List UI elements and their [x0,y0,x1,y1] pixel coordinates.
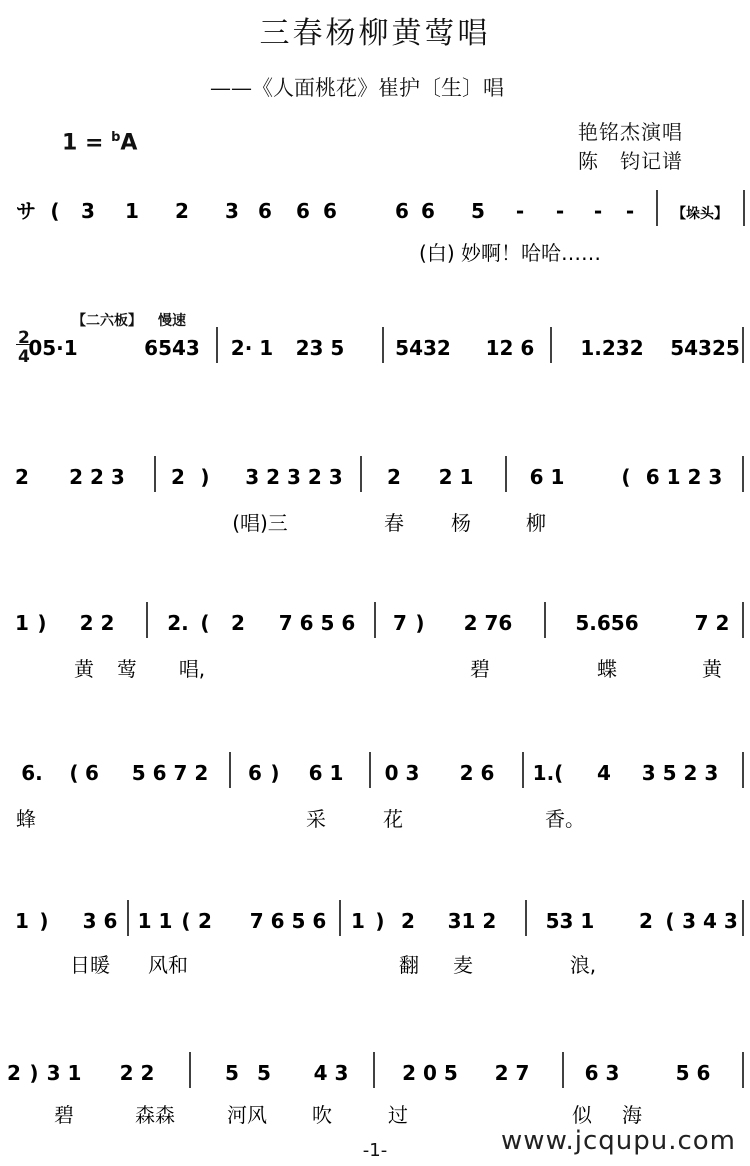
note: 3 5 2 3 [641,761,719,785]
note: 7 6 5 6 [278,611,356,635]
note: 3 [225,199,239,223]
lyric: 似 [572,1103,592,1127]
note: 2 7 [494,1061,530,1085]
key-prefix: 1 = [62,130,112,156]
note: 2 2 3 [69,465,125,489]
note: 31 2 [447,909,497,933]
time-sig-top: 2 [18,328,30,348]
note: 6 1 [529,465,565,489]
lyric: 过 [388,1103,408,1127]
note: 5432 [395,336,451,360]
watermark: www.jcqupu.com [501,1126,736,1156]
notation-row-7 [7,1052,743,1127]
note: 1.( [532,761,564,785]
note: 2 [387,465,401,489]
note: 5 6 [675,1061,711,1085]
lyric: 蜂 [16,807,36,831]
lyric: 莺 [117,657,137,681]
subtitle: ——《人面桃花》崔护〔生〕唱 [210,76,504,100]
note: 12 6 [485,336,535,360]
time-sig-bottom: 4 [18,347,30,367]
note: 7 6 5 6 [249,909,327,933]
note: 23 5 [295,336,345,360]
notation-row-6 [15,900,743,977]
lyric: 花 [383,807,403,831]
lyric: (白) 妙啊！哈哈…… [419,241,601,265]
notation-row-2 [28,327,743,363]
lyric: 黄 [702,657,722,681]
note: 05·1 [28,336,78,360]
note: 1.232 [580,336,644,360]
note: 3 6 [82,909,118,933]
lyric: 翻 [399,953,419,977]
note: ) [200,465,210,489]
note: 3 4 3 [682,909,738,933]
note: 2 [401,909,415,933]
note: ( [665,909,675,933]
notation-row-3 [15,456,743,535]
note: ) [37,611,47,635]
notation-row-1 [16,190,744,265]
credit-singer: 艳铭杰演唱 [578,120,683,144]
note: ( [69,761,79,785]
note: 2 [639,909,653,933]
note: 2 [7,1061,21,1085]
note: 2 [198,909,212,933]
credit-transcriber: 陈 钧记谱 [578,149,683,173]
note: ) [270,761,280,785]
note: - [515,199,525,223]
note: - [593,199,603,223]
note: 2 6 [459,761,495,785]
note: - [555,199,565,223]
note: 1 [15,909,29,933]
lyric: 浪, [569,953,597,977]
note: 5.656 [575,611,639,635]
note: 6 1 2 3 [645,465,723,489]
note: ) [29,1061,39,1085]
note: 6 1 [308,761,344,785]
lyric: 香。 [545,807,585,831]
lyric: 风和 [148,953,188,977]
note: 5 [225,1061,239,1085]
lyric: 杨 [451,511,471,535]
lyric: 日暖 [70,953,110,977]
note: ) [39,909,49,933]
note: 4 3 [313,1061,349,1085]
note: 6543 [144,336,200,360]
note: 4 [597,761,611,785]
note: ) [415,611,425,635]
note: 5 6 7 2 [131,761,209,785]
lyric: 春 [384,511,404,535]
tempo-label: 慢速 [158,313,186,329]
note: 6 [323,199,337,223]
note: サ [16,199,36,223]
lyric: 碧 [54,1103,74,1127]
note: ) [375,909,385,933]
note: 2 0 5 [402,1061,458,1085]
note: 3 1 [46,1061,82,1085]
note: 2· 1 [230,336,274,360]
note: 0 3 [384,761,420,785]
note: 2 1 [438,465,474,489]
note: ( [181,909,191,933]
note: 6 [248,761,262,785]
note: 2 [15,465,29,489]
note: ( [50,199,60,223]
lyric: 森森 [135,1103,175,1127]
page-title: 三春杨柳黄莺唱 [259,16,491,51]
note: 1 [125,199,139,223]
note: 6 [395,199,409,223]
note: 2 76 [463,611,513,635]
note: 6 [296,199,310,223]
page-number: -1- [362,1140,388,1161]
notation-row-5 [16,752,743,831]
lyric: 吹 [312,1103,332,1127]
note: 5 [257,1061,271,1085]
note: 1 1 [137,909,173,933]
note: 1 [351,909,365,933]
note: 6. [21,761,43,785]
note: 【垛头】 [672,206,728,222]
note: 6 [421,199,435,223]
note: 2 [171,465,185,489]
banban-label: 【二六板】 [72,313,142,329]
note: 2. [167,611,189,635]
lyric: 唱, [178,657,206,681]
lyric: 麦 [453,953,473,977]
lyric: (唱)三 [232,511,288,535]
note: 1 [15,611,29,635]
note: 3 [81,199,95,223]
lyric: 采 [306,807,326,831]
note: 6 3 [584,1061,620,1085]
note: - [625,199,635,223]
note: 53 1 [545,909,595,933]
note: 54325 [670,336,740,360]
lyric: 海 [622,1103,642,1127]
note: 2 [175,199,189,223]
note: 2 2 [79,611,115,635]
note: 3 2 3 2 3 [245,465,343,489]
notation-row-4 [15,602,743,681]
note: 2 2 [119,1061,155,1085]
note: ( [621,465,631,489]
note: 7 [393,611,407,635]
lyric: 蝶 [597,657,617,681]
note: 6 [258,199,272,223]
lyric: 黄 [74,657,94,681]
lyric: 柳 [526,511,546,535]
flat-sign: b [111,130,121,145]
lyric: 河风 [227,1103,267,1127]
note: 6 [85,761,99,785]
note: 5 [471,199,485,223]
key-note: A [120,130,138,156]
note: 7 2 [694,611,730,635]
lyric: 碧 [470,657,490,681]
note: 2 [231,611,245,635]
note: ( [200,611,210,635]
